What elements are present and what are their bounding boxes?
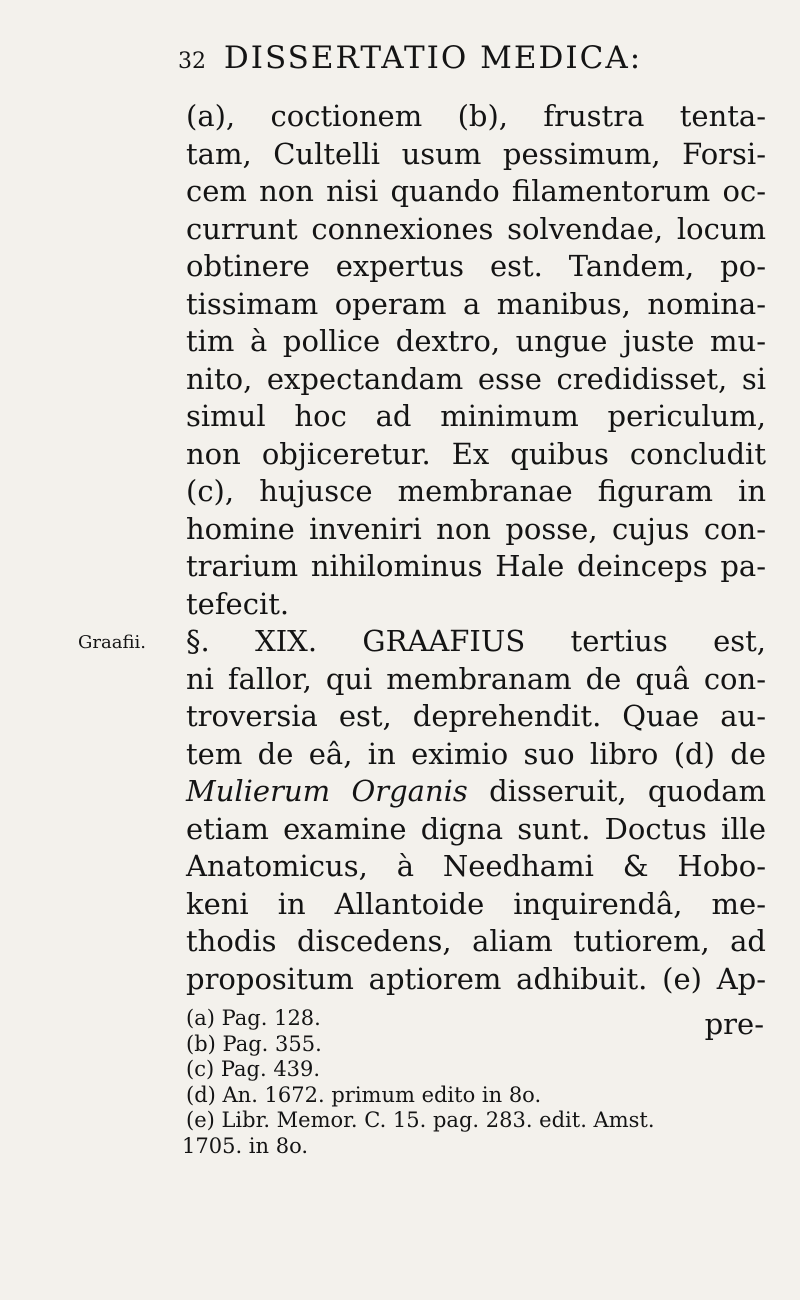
margin-note: Graafii. [78,632,146,653]
text-line: keni in Allantoide inquirendâ, me- [186,886,766,921]
text-line: non objiceretur. Ex quibus concludit [186,436,766,471]
section-heading-line: §. XIX. GRAAFIUS tertius est, [186,624,766,658]
body-text [186,98,766,998]
text-line: nito, expectandam esse credidisset, si [186,361,766,396]
text-line: obtinere expertus est. Tandem, po- [186,249,766,283]
footnote: (c) Pag. 439. [186,1057,321,1081]
page-number: 32 [178,49,206,74]
running-head [178,40,778,76]
text-line: tefecit. [186,586,290,621]
text-line-italic-title: Mulierum Organis disseruit, quodam [186,774,766,808]
book-title-italic: Mulierum Organis [186,774,468,808]
text-line: trarium nihilominus Hale deinceps pa- [186,549,766,583]
text-line: troversia est, deprehendit. Quae au- [186,699,766,733]
footnote: (d) An. 1672. primum edito in 8o. [186,1082,542,1107]
footnotes [182,1006,766,1159]
text-line: simul hoc ad minimum periculum, [186,399,766,433]
text-line: cem non nisi quando filamentorum oc- [186,174,766,208]
text-line: ni fallor, qui membranam de quâ con- [186,661,766,696]
text-line: tissimam operam a manibus, nomina- [186,286,766,321]
footnote: (b) Pag. 355. [186,1031,322,1056]
running-title: DISSERTATIO MEDICA: [223,40,643,76]
text-line: (a), coctionem (b), frustra tenta- [186,99,766,133]
catchword: pre- [704,1007,764,1041]
footnote: (a) Pag. 128. [186,1006,321,1030]
text-line: tam, Cultelli usum pessimum, Forsi- [186,136,766,171]
text-line: Anatomicus, à Needhami & Hobo- [186,849,766,883]
text-line: etiam examine digna sunt. Doctus ille [186,811,766,846]
footnote: (e) Libr. Memor. C. 15. pag. 283. edit. Amst. [186,1108,655,1132]
text-line: tim à pollice dextro, ungue juste mu- [186,324,766,358]
text-line: homine inveniri non posse, cujus con- [186,511,766,546]
text-line: (c), hujusce membranae figuram in [186,474,766,508]
footnote-continuation: 1705. in 8o. [182,1133,309,1158]
text-line: currunt connexiones solvendae, locum [186,211,766,246]
text-line: tem de eâ, in eximio suo libro (d) de [186,736,766,771]
text-line: thodis discedens, aliam tutiorem, ad [186,924,766,958]
text-line: propositum aptiorem adhibuit. (e) Ap- [186,961,766,996]
